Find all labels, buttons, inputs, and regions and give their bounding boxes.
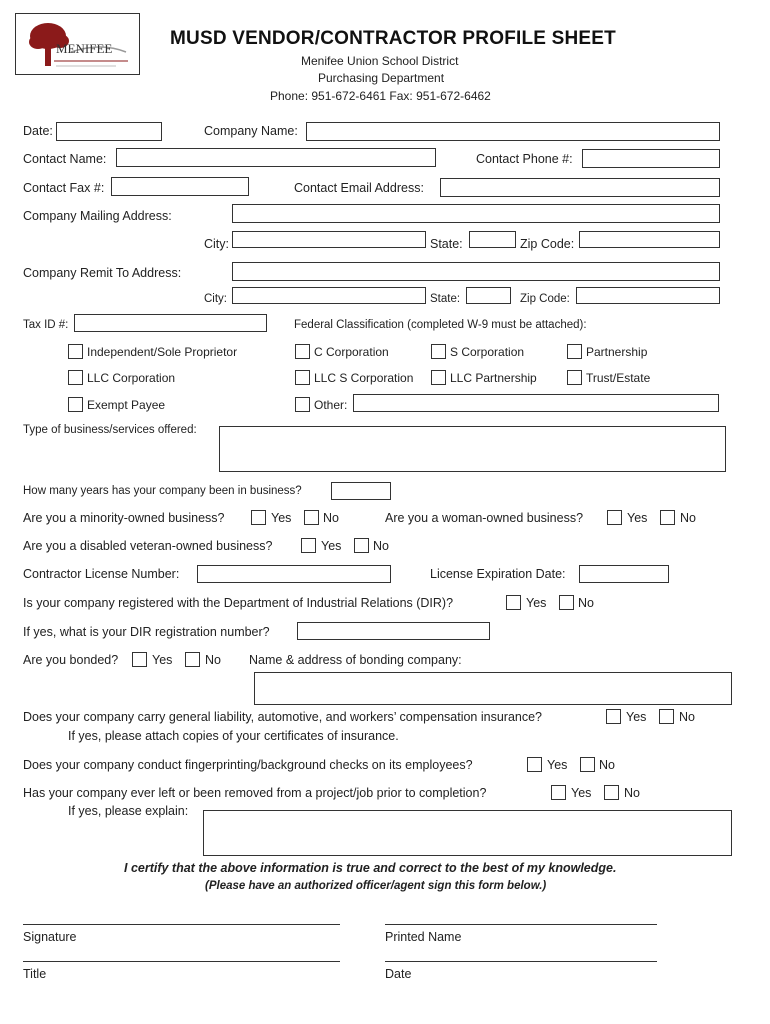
mailing-address-label: Company Mailing Address: <box>23 209 172 223</box>
trust-estate-label: Trust/Estate <box>586 371 651 385</box>
llc-s-corp-label: LLC S Corporation <box>314 371 414 385</box>
woman-yes-label: Yes <box>627 511 648 525</box>
tax-id-label: Tax ID #: <box>23 319 69 331</box>
veteran-no-label: No <box>373 539 389 553</box>
fingerprinting-no-label: No <box>599 758 615 772</box>
removed-yes-checkbox[interactable] <box>551 785 566 800</box>
dir-no-label: No <box>578 596 594 610</box>
mailing-city-label: City: <box>204 237 229 251</box>
partnership-checkbox[interactable] <box>567 344 582 359</box>
insurance-yes-checkbox[interactable] <box>606 709 621 724</box>
bonding-company-label: Name & address of bonding company: <box>249 653 462 667</box>
signature-label: Signature <box>23 930 77 944</box>
insurance-no-checkbox[interactable] <box>659 709 674 724</box>
other-label: Other: <box>314 398 348 412</box>
certification-note: (Please have an authorized officer/agent sign this form below.) <box>205 880 547 892</box>
license-expiration-label: License Expiration Date: <box>430 567 566 581</box>
removed-no-label: No <box>624 786 640 800</box>
fingerprinting-label: Does your company conduct fingerprinting/background checks on its employees? <box>23 758 473 772</box>
department-name: Purchasing Department <box>318 71 445 85</box>
minority-no-label: No <box>323 511 339 525</box>
date-label: Date: <box>23 124 53 138</box>
fingerprinting-no-checkbox[interactable] <box>580 757 595 772</box>
removed-yes-label: Yes <box>571 786 592 800</box>
district-name: Menifee Union School District <box>301 54 459 68</box>
bonding-company-field[interactable] <box>254 672 732 705</box>
dir-number-label: If yes, what is your DIR registration number? <box>23 625 270 639</box>
title-label: Title <box>23 967 47 981</box>
removed-no-checkbox[interactable] <box>604 785 619 800</box>
remit-city-label: City: <box>204 293 227 305</box>
contact-fax-label: Contact Fax #: <box>23 181 105 195</box>
title-line[interactable] <box>23 961 340 962</box>
insurance-label: Does your company carry general liability, automotive, and workers’ compensation insurance? <box>23 710 543 724</box>
dir-label: Is your company registered with the Department of Industrial Relations (DIR)? <box>23 596 454 610</box>
minority-yes-label: Yes <box>271 511 292 525</box>
minority-label: Are you a minority-owned business? <box>23 511 225 525</box>
contact-email-field[interactable] <box>440 178 720 197</box>
exempt-payee-checkbox[interactable] <box>68 397 83 412</box>
independent-label: Independent/Sole Proprietor <box>87 345 238 359</box>
printed-name-line[interactable] <box>385 924 657 925</box>
minority-no-checkbox[interactable] <box>304 510 319 525</box>
phone-fax: Phone: 951-672-6461 Fax: 951-672-6462 <box>270 89 491 103</box>
llc-partnership-label: LLC Partnership <box>450 371 537 385</box>
fingerprinting-yes-label: Yes <box>547 758 568 772</box>
dir-yes-checkbox[interactable] <box>506 595 521 610</box>
veteran-no-checkbox[interactable] <box>354 538 369 553</box>
bonded-label: Are you bonded? <box>23 653 119 667</box>
trust-estate-checkbox[interactable] <box>567 370 582 385</box>
llc-corp-checkbox[interactable] <box>68 370 83 385</box>
page-title: MUSD VENDOR/CONTRACTOR PROFILE SHEET <box>170 28 616 49</box>
company-name-field[interactable] <box>306 122 720 141</box>
date-line[interactable] <box>385 961 657 962</box>
dir-yes-label: Yes <box>526 596 547 610</box>
dir-number-field[interactable] <box>297 622 490 640</box>
bonded-yes-checkbox[interactable] <box>132 652 147 667</box>
mailing-zip-field[interactable] <box>579 231 720 248</box>
veteran-yes-label: Yes <box>321 539 342 553</box>
insurance-no-label: No <box>679 710 695 724</box>
remit-city-field[interactable] <box>232 287 426 304</box>
certification-statement: I certify that the above information is true and correct to the best of my knowledge. <box>124 861 617 875</box>
license-expiration-field[interactable] <box>579 565 669 583</box>
woman-label: Are you a woman-owned business? <box>385 511 584 525</box>
veteran-yes-checkbox[interactable] <box>301 538 316 553</box>
contact-name-label: Contact Name: <box>23 152 107 166</box>
dir-no-checkbox[interactable] <box>559 595 574 610</box>
other-checkbox[interactable] <box>295 397 310 412</box>
contact-fax-field[interactable] <box>111 177 249 196</box>
woman-no-checkbox[interactable] <box>660 510 675 525</box>
independent-checkbox[interactable] <box>68 344 83 359</box>
license-field[interactable] <box>197 565 391 583</box>
tax-id-field[interactable] <box>74 314 267 332</box>
company-name-label: Company Name: <box>204 124 298 138</box>
years-label: How many years has your company been in business? <box>23 485 302 497</box>
mailing-state-label: State: <box>430 237 463 251</box>
license-label: Contractor License Number: <box>23 567 180 581</box>
mailing-zip-label: Zip Code: <box>520 237 575 251</box>
c-corp-label: C Corporation <box>314 345 389 359</box>
removed-label: Has your company ever left or been removed from a project/job prior to completion? <box>23 786 487 800</box>
veteran-label: Are you a disabled veteran-owned business? <box>23 539 273 553</box>
explain-label: If yes, please explain: <box>68 804 189 818</box>
insurance-note: If yes, please attach copies of your certificates of insurance. <box>68 729 399 743</box>
logo-text: MENIFEE <box>56 41 113 56</box>
other-field[interactable] <box>353 394 719 412</box>
remit-zip-label: Zip Code: <box>520 293 570 305</box>
contact-phone-label: Contact Phone #: <box>476 152 573 166</box>
signature-line[interactable] <box>23 924 340 925</box>
bonded-no-checkbox[interactable] <box>185 652 200 667</box>
district-logo <box>15 13 140 75</box>
llc-s-corp-checkbox[interactable] <box>295 370 310 385</box>
remit-state-field[interactable] <box>466 287 511 304</box>
insurance-yes-label: Yes <box>626 710 647 724</box>
federal-classification-label: Federal Classification (completed W-9 must be attached): <box>294 319 587 331</box>
business-type-label: Type of business/services offered: <box>23 424 197 436</box>
business-type-field[interactable] <box>219 426 726 472</box>
remit-zip-field[interactable] <box>576 287 720 304</box>
exempt-payee-label: Exempt Payee <box>87 398 166 412</box>
mailing-state-field[interactable] <box>469 231 516 248</box>
fingerprinting-yes-checkbox[interactable] <box>527 757 542 772</box>
printed-name-label: Printed Name <box>385 930 462 944</box>
s-corp-label: S Corporation <box>450 345 525 359</box>
contact-email-label: Contact Email Address: <box>294 181 424 195</box>
contact-name-field[interactable] <box>116 148 436 167</box>
remit-address-label: Company Remit To Address: <box>23 266 182 280</box>
date-field[interactable] <box>56 122 162 141</box>
partnership-label: Partnership <box>586 345 648 359</box>
bonded-no-label: No <box>205 653 221 667</box>
minority-yes-checkbox[interactable] <box>251 510 266 525</box>
remit-address-field[interactable] <box>232 262 720 281</box>
mailing-address-field[interactable] <box>232 204 720 223</box>
date-signature-label: Date <box>385 967 412 981</box>
llc-partnership-checkbox[interactable] <box>431 370 446 385</box>
woman-no-label: No <box>680 511 696 525</box>
s-corp-checkbox[interactable] <box>431 344 446 359</box>
years-field[interactable] <box>331 482 391 500</box>
contact-phone-field[interactable] <box>582 149 720 168</box>
mailing-city-field[interactable] <box>232 231 426 248</box>
remit-state-label: State: <box>430 293 461 305</box>
llc-corp-label: LLC Corporation <box>87 371 176 385</box>
explain-field[interactable] <box>203 810 732 856</box>
bonded-yes-label: Yes <box>152 653 173 667</box>
c-corp-checkbox[interactable] <box>295 344 310 359</box>
woman-yes-checkbox[interactable] <box>607 510 622 525</box>
